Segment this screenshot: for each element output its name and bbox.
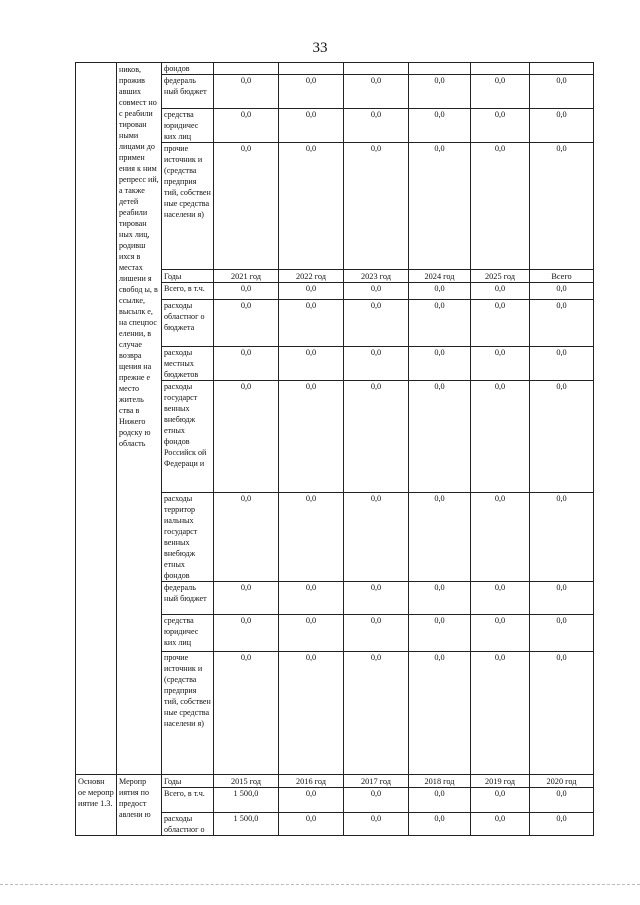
value-cell: 0,0 [409, 143, 471, 270]
value-cell: 0,0 [409, 283, 471, 300]
value-cell: 0,0 [530, 283, 594, 300]
year-header-cell: 2020 год [530, 775, 594, 788]
value-cell: 0,0 [344, 381, 409, 493]
value-cell [471, 63, 530, 75]
value-cell: 0,0 [409, 300, 471, 347]
value-cell: 0,0 [214, 75, 279, 109]
value-cell: 0,0 [530, 652, 594, 775]
value-cell: 0,0 [530, 582, 594, 615]
value-cell: 0,0 [471, 109, 530, 143]
table-row [76, 775, 594, 788]
value-cell: 0,0 [530, 615, 594, 652]
value-cell: 0,0 [471, 283, 530, 300]
value-cell: 0,0 [214, 300, 279, 347]
value-cell: 0,0 [344, 652, 409, 775]
value-cell: 0,0 [344, 788, 409, 813]
year-header-cell: 2018 год [409, 775, 471, 788]
value-cell: 0,0 [279, 283, 344, 300]
funding-source-label: расходы местных бюджетов [162, 347, 214, 381]
value-cell: 0,0 [409, 615, 471, 652]
scan-edge-line [0, 884, 640, 885]
value-cell: 0,0 [471, 381, 530, 493]
value-cell: 0,0 [409, 652, 471, 775]
value-cell: 0,0 [279, 615, 344, 652]
value-cell [530, 63, 594, 75]
value-cell: 0,0 [471, 300, 530, 347]
funding-source-label: средства юридичес ких лиц [162, 109, 214, 143]
value-cell [214, 63, 279, 75]
funding-source-label: федераль ный бюджет [162, 75, 214, 109]
value-cell: 0,0 [471, 615, 530, 652]
value-cell: 0,0 [344, 347, 409, 381]
funding-source-label: средства юридичес ких лиц [162, 615, 214, 652]
value-cell: 0,0 [214, 652, 279, 775]
value-cell: 0,0 [344, 582, 409, 615]
value-cell: 0,0 [214, 283, 279, 300]
value-cell: 0,0 [530, 493, 594, 582]
value-cell: 0,0 [409, 788, 471, 813]
value-cell: 0,0 [471, 652, 530, 775]
funding-source-label: прочие источник и (средства предприя тий, собствен ные средства населени я) [162, 143, 214, 270]
value-cell: 0,0 [279, 75, 344, 109]
value-cell: 1 500,0 [214, 788, 279, 813]
value-cell: 0,0 [530, 143, 594, 270]
year-header-cell: 2021 год [214, 270, 279, 283]
funding-source-label: расходы областног о [162, 813, 214, 836]
year-header-cell: Всего [530, 270, 594, 283]
value-cell: 0,0 [214, 143, 279, 270]
measure-description-cell: ников, прожив авших совмест но с реабили тирован ными лицами до примен ения к ним репресс ий, а также детей реабили тирован ных лиц, родивш ихся в местах лишени я свобод ы, в ссылке, высылк е, на спецпос елении, в случае возвра щения на прежне е место житель ства в Нижего родску ю область [117, 63, 162, 775]
value-cell: 0,0 [409, 347, 471, 381]
value-cell: 0,0 [344, 615, 409, 652]
value-cell: 0,0 [530, 300, 594, 347]
value-cell: 0,0 [409, 813, 471, 836]
value-cell: 1 500,0 [214, 813, 279, 836]
funding-table [75, 62, 594, 836]
funding-source-label: прочие источник и (средства предприя тий, собствен ные средства населени я) [162, 652, 214, 775]
value-cell: 0,0 [530, 813, 594, 836]
years-header-label: Годы [162, 775, 214, 788]
value-cell: 0,0 [279, 347, 344, 381]
value-cell: 0,0 [279, 381, 344, 493]
value-cell: 0,0 [279, 652, 344, 775]
value-cell: 0,0 [530, 788, 594, 813]
value-cell [344, 63, 409, 75]
program-name-cell: Основн ое меропр иятие 1.3. [76, 775, 117, 836]
value-cell: 0,0 [214, 582, 279, 615]
value-cell: 0,0 [279, 493, 344, 582]
value-cell: 0,0 [279, 813, 344, 836]
value-cell: 0,0 [471, 788, 530, 813]
value-cell: 0,0 [409, 109, 471, 143]
value-cell: 0,0 [471, 143, 530, 270]
value-cell: 0,0 [530, 381, 594, 493]
value-cell: 0,0 [214, 493, 279, 582]
year-header-cell: 2025 год [471, 270, 530, 283]
value-cell: 0,0 [409, 493, 471, 582]
value-cell: 0,0 [279, 582, 344, 615]
value-cell: 0,0 [344, 75, 409, 109]
years-header-label: Годы [162, 270, 214, 283]
value-cell: 0,0 [279, 788, 344, 813]
year-header-cell: 2015 год [214, 775, 279, 788]
funding-source-label: Всего, в т.ч. [162, 283, 214, 300]
value-cell [279, 63, 344, 75]
year-header-cell: 2024 год [409, 270, 471, 283]
value-cell: 0,0 [471, 75, 530, 109]
funding-source-label: Всего, в т.ч. [162, 788, 214, 813]
year-header-cell: 2017 год [344, 775, 409, 788]
value-cell: 0,0 [409, 75, 471, 109]
year-header-cell: 2023 год [344, 270, 409, 283]
value-cell: 0,0 [530, 75, 594, 109]
program-name-cell [76, 63, 117, 775]
table-row [76, 63, 594, 75]
value-cell: 0,0 [344, 283, 409, 300]
value-cell: 0,0 [471, 582, 530, 615]
value-cell: 0,0 [344, 493, 409, 582]
value-cell [409, 63, 471, 75]
value-cell: 0,0 [344, 109, 409, 143]
funding-source-label: фондов [162, 63, 214, 75]
value-cell: 0,0 [409, 381, 471, 493]
value-cell: 0,0 [471, 347, 530, 381]
year-header-cell: 2019 год [471, 775, 530, 788]
value-cell: 0,0 [344, 813, 409, 836]
measure-description-cell: Меропр иятия по предост авлени ю [117, 775, 162, 836]
funding-source-label: федераль ный бюджет [162, 582, 214, 615]
value-cell: 0,0 [279, 109, 344, 143]
year-header-cell: 2016 год [279, 775, 344, 788]
year-header-cell: 2022 год [279, 270, 344, 283]
value-cell: 0,0 [530, 347, 594, 381]
funding-source-label: расходы государст венных внебюдж етных фондов Российск ой Федераци и [162, 381, 214, 493]
funding-source-label: расходы областног о бюджета [162, 300, 214, 347]
value-cell: 0,0 [279, 143, 344, 270]
funding-source-label: расходы территор иальных государст венных внебюдж етных фондов [162, 493, 214, 582]
value-cell: 0,0 [214, 615, 279, 652]
page-number: 33 [312, 40, 328, 56]
value-cell: 0,0 [214, 381, 279, 493]
value-cell: 0,0 [279, 300, 344, 347]
value-cell: 0,0 [214, 347, 279, 381]
value-cell: 0,0 [471, 813, 530, 836]
value-cell: 0,0 [344, 300, 409, 347]
value-cell: 0,0 [344, 143, 409, 270]
value-cell: 0,0 [471, 493, 530, 582]
value-cell: 0,0 [530, 109, 594, 143]
value-cell: 0,0 [409, 582, 471, 615]
value-cell: 0,0 [214, 109, 279, 143]
